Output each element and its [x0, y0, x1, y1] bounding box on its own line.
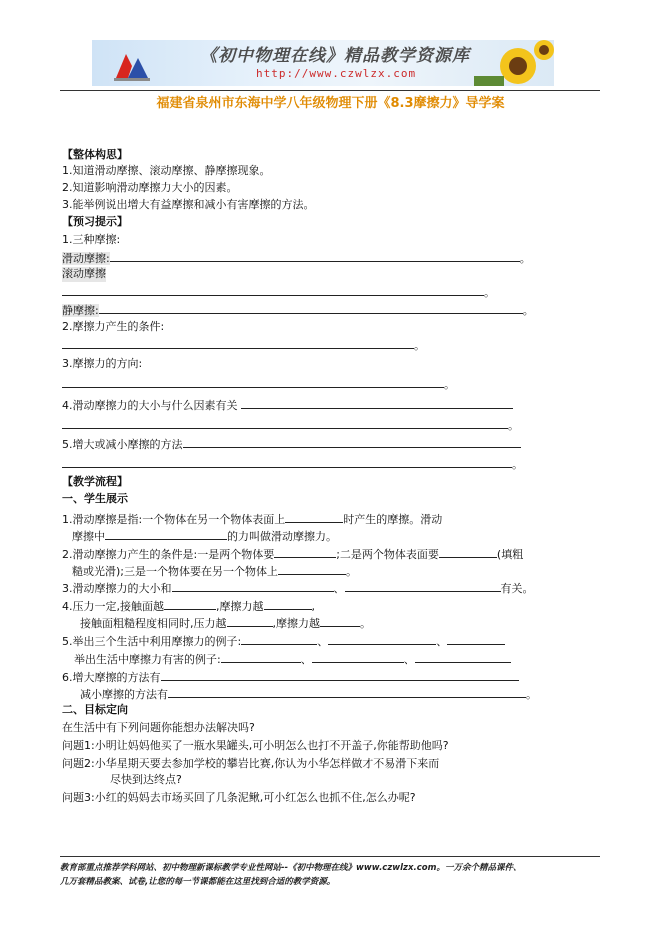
text: 接触面粗糙程度相同时,压力越 [80, 617, 227, 630]
answer-blank[interactable] [62, 456, 512, 468]
period: 。 [414, 339, 425, 352]
process-item-5-cont [74, 651, 511, 668]
text: 6.增大摩擦的方法有 [62, 671, 161, 684]
process-item-5 [62, 633, 505, 650]
text: ,摩擦力越 [216, 600, 264, 613]
preview-header: 【预习提示】 [62, 215, 128, 228]
overview-header: 【整体构思】 [62, 148, 128, 161]
preview-question-2: 2.摩擦力产生的条件: [62, 320, 165, 333]
preview-question-5 [62, 436, 521, 453]
logo-icon [112, 48, 152, 82]
static-friction-line [62, 302, 534, 319]
preview-question-1: 1.三种摩擦: [62, 233, 121, 246]
answer-blank[interactable] [62, 417, 508, 429]
overview-item: 3.能举例说出增大有益摩擦和减小有害摩擦的方法。 [62, 198, 315, 211]
answer-blank[interactable] [328, 633, 436, 645]
process-item-3 [62, 580, 534, 597]
text: 3.滑动摩擦力的大小和 [62, 582, 172, 595]
text: 、 [333, 582, 345, 595]
period: 。 [346, 565, 357, 578]
problem-2: 问题2:小华星期天要去参加学校的攀岩比赛,你认为小华怎样做才不易滑下来而 [62, 757, 440, 770]
sliding-friction-label: 滑动摩擦: [62, 252, 110, 265]
answer-line [62, 376, 455, 393]
answer-blank[interactable] [439, 546, 497, 558]
sunflower-icon [474, 40, 554, 86]
problem-1: 问题1:小明让妈妈他买了一瓶水果罐头,可小明怎么也打不开盖子,你能帮助他吗? [62, 739, 449, 752]
text: 、 [317, 635, 329, 648]
answer-blank[interactable] [264, 598, 312, 610]
process-item-4-cont [80, 615, 371, 632]
text: 糙或光滑);三是一个物体要在另一个物体上 [72, 565, 278, 578]
answer-blank[interactable] [415, 651, 511, 663]
text: ,摩擦力越 [272, 617, 320, 630]
answer-blank[interactable] [62, 337, 414, 349]
answer-blank[interactable] [345, 580, 501, 592]
footer-line: 教育部重点推荐学科网站、初中物理新课标教学专业性网站--《初中物理在线》www.czwlzx.com。一万余个精品课件、 [60, 863, 522, 873]
period: 。 [508, 419, 519, 432]
answer-blank[interactable] [241, 397, 513, 409]
period: 。 [360, 617, 371, 630]
answer-blank[interactable] [227, 615, 273, 627]
text: 、 [436, 635, 448, 648]
period: 。 [444, 378, 455, 391]
process-header: 【教学流程】 [62, 475, 128, 488]
static-friction-label: 静摩擦: [62, 304, 99, 317]
answer-line [62, 417, 519, 434]
text: 2.滑动摩擦力产生的条件是:一是两个物体要 [62, 548, 275, 561]
rolling-friction-line [62, 284, 495, 301]
goal-header: 二、目标定向 [62, 703, 128, 716]
period: 。 [526, 688, 537, 701]
header-banner [92, 40, 554, 86]
text: 的力叫做滑动摩擦力。 [227, 530, 337, 543]
overview-item: 1.知道滑动摩擦、滚动摩擦、静摩擦现象。 [62, 164, 271, 177]
answer-blank[interactable] [168, 686, 526, 698]
footer [60, 862, 620, 889]
process-item-4 [62, 598, 315, 615]
text: 4.压力一定,接触面越 [62, 600, 164, 613]
answer-blank[interactable] [164, 598, 216, 610]
text: 减小摩擦的方法有 [80, 688, 168, 701]
banner-title: 《初中物理在线》精品教学资源库 [200, 46, 470, 66]
answer-blank[interactable] [320, 615, 360, 627]
footer-divider [60, 856, 600, 857]
answer-blank[interactable] [312, 651, 404, 663]
answer-blank[interactable] [221, 651, 301, 663]
period: 。 [522, 304, 534, 317]
answer-blank[interactable] [105, 528, 227, 540]
answer-blank[interactable] [241, 633, 317, 645]
answer-blank[interactable] [274, 546, 336, 558]
problem-2-cont: 尽快到达终点? [110, 773, 182, 786]
header-divider [60, 90, 600, 91]
answer-blank[interactable] [278, 563, 346, 575]
text: 摩擦中 [72, 530, 105, 543]
answer-blank[interactable] [447, 633, 505, 645]
question-text: 5.增大或减小摩擦的方法 [62, 438, 183, 451]
process-item-2-cont [72, 563, 357, 580]
footer-line: 几万套精品教案、试卷,让您的每一节课都能在这里找到合适的教学资源。 [60, 876, 336, 887]
preview-question-3: 3.摩擦力的方向: [62, 357, 143, 370]
sliding-friction-line [62, 250, 531, 267]
process-item-1-cont [72, 528, 337, 545]
text: 、 [403, 653, 415, 666]
period: 。 [484, 286, 495, 299]
problems-intro: 在生活中有下列问题你能想办法解决吗? [62, 721, 255, 734]
document-title: 福建省泉州市东海中学八年级物理下册《8.3摩擦力》导学案 [156, 96, 505, 111]
answer-blank[interactable] [99, 302, 523, 314]
answer-line [62, 456, 523, 473]
problem-3: 问题3:小红的妈妈去市场买回了几条泥鳅,可小红怎么也抓不住,怎么办呢? [62, 791, 416, 804]
text: (填粗 [496, 548, 524, 561]
text: , [311, 600, 315, 613]
answer-blank[interactable] [172, 580, 334, 592]
answer-blank[interactable] [62, 376, 444, 388]
answer-blank[interactable] [183, 436, 521, 448]
text: 举出生活中摩擦力有害的例子: [74, 653, 221, 666]
process-item-6-cont [80, 686, 537, 703]
period: 。 [519, 252, 531, 265]
rolling-friction-label: 滚动摩擦 [62, 267, 106, 280]
text: ;二是两个物体表面要 [336, 548, 439, 561]
answer-blank[interactable] [285, 511, 343, 523]
answer-blank[interactable] [161, 669, 519, 681]
text: 5.举出三个生活中利用摩擦力的例子: [62, 635, 242, 648]
text: 时产生的摩擦。滑动 [343, 513, 443, 526]
text: 、 [300, 653, 312, 666]
process-item-6 [62, 669, 519, 686]
period: 。 [512, 458, 523, 471]
text: 1.滑动摩擦是指:一个物体在另一个物体表面上 [62, 513, 286, 526]
question-text: 4.滑动摩擦力的大小与什么因素有关 [62, 399, 238, 412]
process-item-1 [62, 511, 442, 528]
overview-item: 2.知道影响滑动摩擦力大小的因素。 [62, 181, 238, 194]
student-show-header: 一、学生展示 [62, 492, 128, 505]
preview-question-4 [62, 397, 513, 414]
answer-blank[interactable] [110, 250, 520, 262]
text: 有关。 [500, 582, 534, 595]
process-item-2 [62, 546, 523, 563]
answer-blank[interactable] [62, 284, 484, 296]
answer-line [62, 337, 425, 354]
banner-url: http://www.czwlzx.com [256, 67, 417, 80]
